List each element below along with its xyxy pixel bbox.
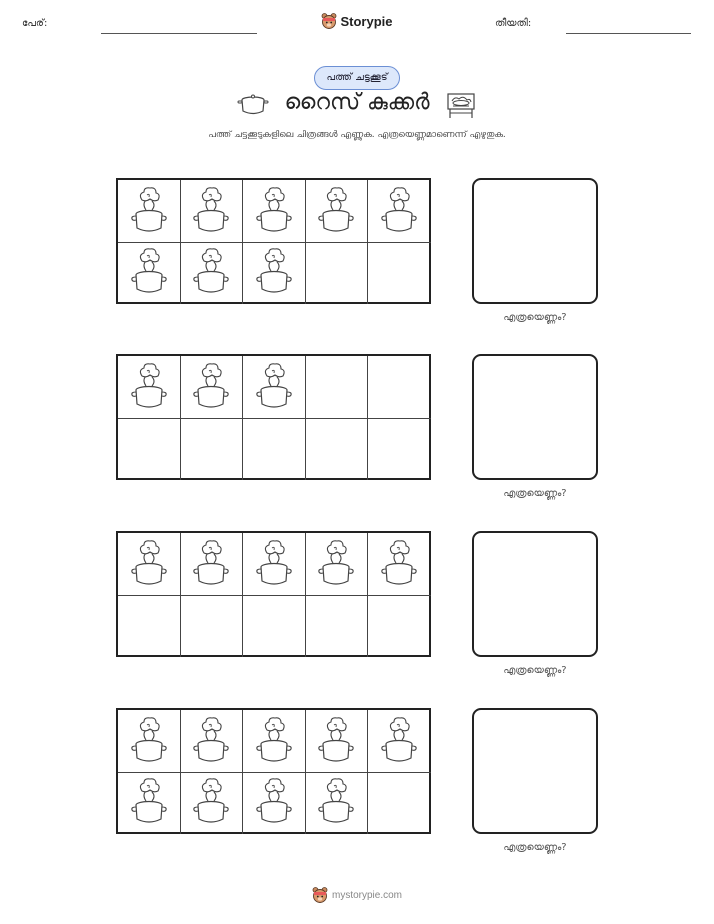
answer-box[interactable] <box>472 708 598 834</box>
frame-cell <box>243 771 306 834</box>
frame-cell <box>305 771 368 834</box>
steaming-pot-icon <box>192 777 230 827</box>
steaming-pot-icon <box>317 777 355 827</box>
brand-name: Storypie <box>340 13 393 29</box>
instruction-text: പത്ത് ചട്ടക്കൂടുകളിലെ ചിത്രങ്ങൾ എണ്ണുക. എത്രയെണ്ണമാണെന്ന് എഴുതുക. <box>208 130 506 140</box>
frame-cell <box>118 594 181 657</box>
steaming-pot-icon <box>380 539 418 589</box>
frame-cell <box>118 771 181 834</box>
count-question: എത്രയെണ്ണം? <box>503 665 567 676</box>
footer <box>0 886 714 908</box>
count-question: എത്രയെണ്ണം? <box>503 312 567 323</box>
bear-mascot-icon <box>312 886 328 904</box>
name-label: പേര്: <box>22 18 48 29</box>
stove-icon <box>445 89 477 121</box>
page-title: റൈസ് കുക്കർ <box>284 90 430 115</box>
steaming-pot-icon <box>255 247 293 297</box>
frame-cell <box>243 594 306 657</box>
frame-cell <box>118 533 181 596</box>
worksheet-tag: പത്ത് ചട്ടക്കൂട് <box>314 66 400 90</box>
steaming-pot-icon <box>130 716 168 766</box>
bear-mascot-icon <box>321 12 337 30</box>
date-field[interactable] <box>566 33 691 34</box>
frame-cell <box>180 710 243 773</box>
steaming-pot-icon <box>130 539 168 589</box>
frame-cell <box>243 180 306 243</box>
frame-cell <box>305 180 368 243</box>
frame-cell <box>180 356 243 419</box>
frame-cell <box>305 594 368 657</box>
steaming-pot-icon <box>192 539 230 589</box>
frame-cell <box>305 533 368 596</box>
steaming-pot-icon <box>130 362 168 412</box>
frame-cell <box>243 533 306 596</box>
steaming-pot-icon <box>255 362 293 412</box>
frame-cell <box>305 241 368 304</box>
answer-box[interactable] <box>472 354 598 480</box>
frame-cell <box>368 533 431 596</box>
frame-cell <box>180 180 243 243</box>
steaming-pot-icon <box>255 539 293 589</box>
frame-cell <box>180 533 243 596</box>
steaming-pot-icon <box>130 777 168 827</box>
steaming-pot-icon <box>255 777 293 827</box>
frame-cell <box>118 356 181 419</box>
frame-cell <box>118 710 181 773</box>
answer-box[interactable] <box>472 178 598 304</box>
steaming-pot-icon <box>130 186 168 236</box>
steaming-pot-icon <box>192 716 230 766</box>
frame-cell <box>368 771 431 834</box>
footer-url: mystorypie.com <box>331 889 402 901</box>
frame-cell <box>243 710 306 773</box>
steaming-pot-icon <box>192 186 230 236</box>
steaming-pot-icon <box>192 247 230 297</box>
answer-box[interactable] <box>472 531 598 657</box>
frame-cell <box>368 594 431 657</box>
steaming-pot-icon <box>380 716 418 766</box>
frame-cell <box>118 241 181 304</box>
ten-frame <box>116 354 431 480</box>
frame-cell <box>180 417 243 480</box>
count-question: എത്രയെണ്ണം? <box>503 842 567 853</box>
frame-cell <box>118 180 181 243</box>
steaming-pot-icon <box>380 186 418 236</box>
steaming-pot-icon <box>255 716 293 766</box>
frame-cell <box>243 241 306 304</box>
brand-logo <box>0 12 714 34</box>
frame-cell <box>368 241 431 304</box>
frame-cell <box>243 417 306 480</box>
frame-cell <box>368 417 431 480</box>
steaming-pot-icon <box>317 716 355 766</box>
frame-cell <box>368 180 431 243</box>
steaming-pot-icon <box>317 539 355 589</box>
ten-frame <box>116 708 431 834</box>
frame-cell <box>368 710 431 773</box>
frame-cell <box>368 356 431 419</box>
frame-cell <box>243 356 306 419</box>
frame-cell <box>305 417 368 480</box>
frame-cell <box>180 241 243 304</box>
frame-cell <box>180 594 243 657</box>
steaming-pot-icon <box>130 247 168 297</box>
date-label: തീയതി: <box>495 18 532 29</box>
ten-frame <box>116 531 431 657</box>
frame-cell <box>305 710 368 773</box>
frame-cell <box>180 771 243 834</box>
steaming-pot-icon <box>192 362 230 412</box>
steaming-pot-icon <box>255 186 293 236</box>
count-question: എത്രയെണ്ണം? <box>503 488 567 499</box>
steaming-pot-icon <box>317 186 355 236</box>
frame-cell <box>118 417 181 480</box>
frame-cell <box>305 356 368 419</box>
ten-frame <box>116 178 431 304</box>
